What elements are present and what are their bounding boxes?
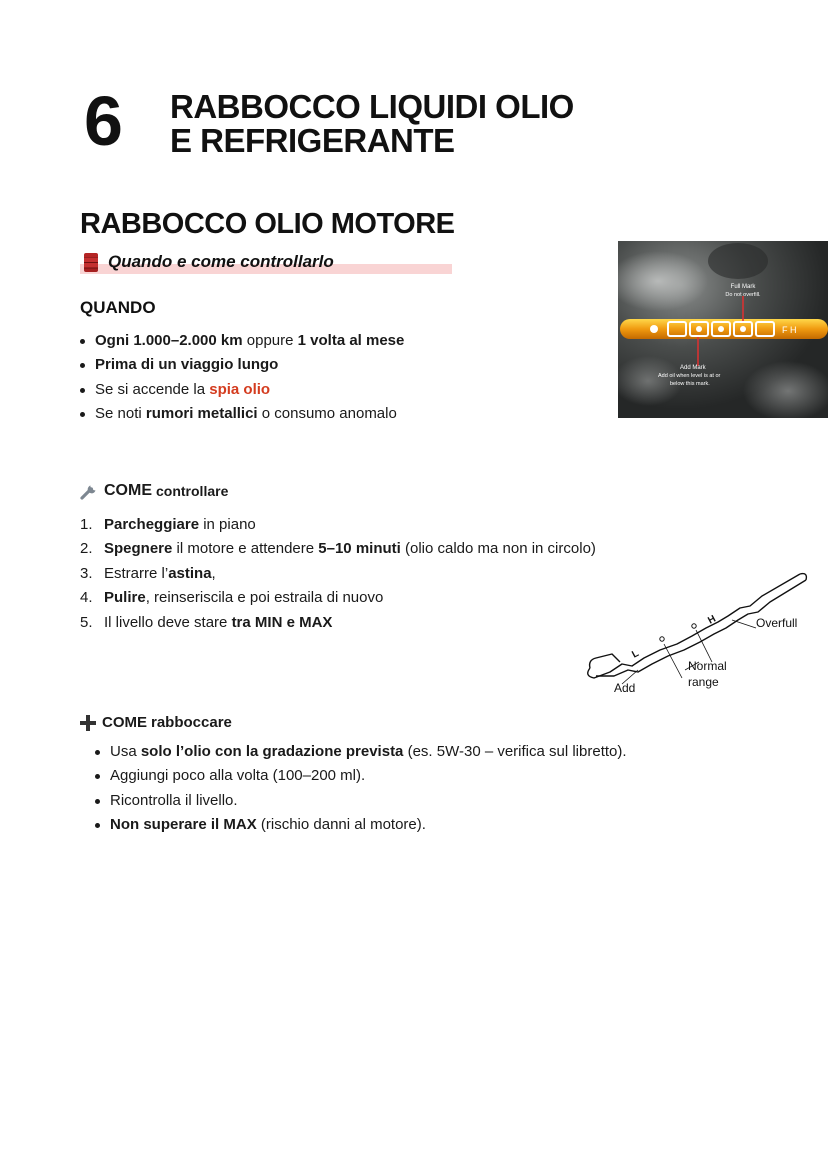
overfull-label: Overfull [756,616,798,630]
chapter-title [170,90,574,158]
list-item: 5. Il livello deve stare tra MIN e MAX [80,613,333,631]
come-steps-list [80,513,596,635]
range-label: range [688,675,719,689]
chapter-number: 6 [84,82,123,160]
dipstick-diagram [582,566,822,696]
come-rabboccare-heading: COME rabboccare [80,714,232,731]
rabboccare-list [95,740,627,838]
wrench-icon [78,481,100,501]
come-controllare-heading: COME controllare [78,481,228,501]
list-item: Se noti rumori metallici o consumo anomalo [80,402,404,426]
list-item: Ricontrolla il livello. [95,789,627,813]
full-mark-label: Full Mark [730,284,756,290]
add-label: Add [614,681,636,695]
list-item: 4. Pulire, reinseriscila e poi estraila di nuovo [80,589,384,607]
quando-heading: QUANDO [80,298,156,317]
section-subtitle-block [80,250,452,276]
dipstick-photo [618,241,828,418]
list-item: Usa solo l’olio con la gradazione prevista (es. 5W-30 – verifica sul libretto). [95,740,627,764]
list-item: Ogni 1.000–2.000 km oppure 1 volta al mese [80,329,404,353]
quando-list [80,329,404,427]
chapter-title-line-1: RABBOCCO LIQUIDI OLIO [170,88,574,125]
dipstick-mark-l: L [630,648,641,661]
svg-text:F H: F H [782,325,797,335]
section-subtitle [84,252,334,272]
list-item: Se si accende la spia olio [80,378,404,402]
list-item: 3. Estrarre l’astina, [80,564,216,582]
normal-label: Normal [688,659,727,673]
subtitle-text: Quando e come controllarlo [108,252,334,271]
add-mark-label: Add Mark [680,365,706,371]
list-item: 2. Spegnere il motore e attendere 5–10 minuti (olio caldo ma non in circolo) [80,540,596,558]
list-item: 1. Parcheggiare in piano [80,516,256,533]
list-item: Non superare il MAX (rischio danni al motore). [95,813,627,837]
chapter-title-line-2: E REFRIGERANTE [170,122,455,159]
list-item: Aggiungi poco alla volta (100–200 ml). [95,764,627,788]
section-title: RABBOCCO OLIO MOTORE [80,208,455,240]
add-mark-note-2: below this mark. [670,381,710,387]
plus-icon [80,715,96,731]
add-mark-note-1: Add oil when level is at or [658,373,721,379]
dipstick-mark-h: H [706,613,718,627]
oil-barrel-icon [84,253,98,272]
list-item: Prima di un viaggio lungo [80,353,404,377]
full-mark-note: Do not overfill. [725,292,761,298]
